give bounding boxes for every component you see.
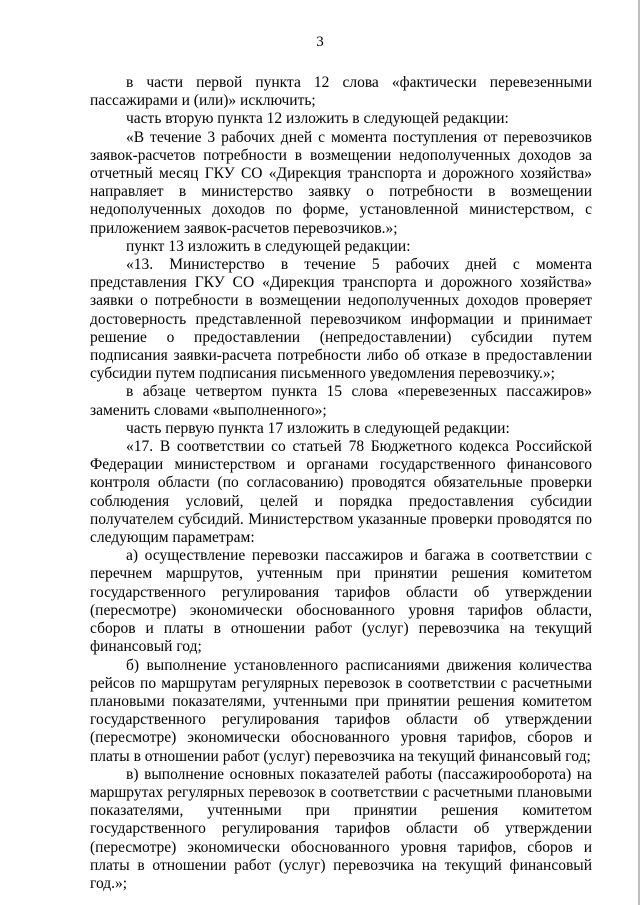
paragraph-11: в) выполнение основных показателей работы (пассажирооборота) на маршрутах регулярных перевозок в соответствии с расчетными плановыми показателями, учтенными при принятии решения комитетом государственного регулирования тарифов области об утверждении (пересмотре) экономически обоснованного уровня тарифов, сборов и платы в отношении работ (услуг) перевозчика на текущий финансовый год.»; xyxy=(90,765,592,892)
paragraph-10: б) выполнение установленного расписаниями движения количества рейсов по маршрутам регулярных перевозок в соответствии с расчетными плановыми показателями, учтенными при принятии решения комитетом государственного регулирования тарифов области об утверждении (пересмотре) экономически обоснованного уровня тарифов, сборов и платы в отношении работ (услуг) перевозчика на текущий финансовый год; xyxy=(90,656,592,765)
page-number: 3 xyxy=(316,34,324,50)
paragraph-7: часть первую пункта 17 изложить в следующей редакции: xyxy=(126,419,510,437)
paragraph-9: а) осуществление перевозки пассажиров и багажа в соответствии с перечнем маршрутов, учтенным при принятии решения комитетом государственного регулирования тарифов области об утверждении (пересмотре) экономически обоснованного уровня тарифов области, сборов и платы в отношении работ (услуг) перевозчика на текущий финансовый год; xyxy=(90,547,592,656)
paragraph-8: «17. В соответствии со статьей 78 Бюджетного кодекса Российской Федерации министерством и органами государственного финансового контроля области (по согласованию) проводятся обязательные проверки соблюдения условий, целей и порядка предоставления субсидии получателем субсидий. Министерством указанные проверки проводятся по следующим параметрам: xyxy=(90,438,592,547)
paragraph-4: пункт 13 изложить в следующей редакции: xyxy=(126,237,411,255)
paragraph-3: «В течение 3 рабочих дней с момента поступления от перевозчиков заявок-расчетов потребности в возмещении недополученных доходов за отчетный месяц ГКУ СО «Дирекция транспорта и дорожного хозяйства» направляет в министерство заявку о потребности в возмещении недополученных доходов по форме, установленной министерством, с приложением заявок-расчетов перевозчиков.»; xyxy=(90,128,592,237)
paragraph-5: «13. Министерство в течение 5 рабочих дней с момента представления ГКУ СО «Дирекция транспорта и дорожного хозяйства» заявки о потребности в возмещении недополученных доходов проверяет достоверность представленной перевозчиком информации и принимает решение о предоставлении (непредоставлении) субсидии путем подписания заявки-расчета потребности либо об отказе в предоставлении субсидии путем подписания письменного уведомления перевозчику.»; xyxy=(90,256,592,383)
paragraph-2: часть вторую пункта 12 изложить в следующей редакции: xyxy=(126,110,509,128)
paragraph-6: в абзаце четвертом пункта 15 слова «перевезенных пассажиров» заменить словами «выполненного»; xyxy=(90,383,592,419)
paragraph-1: в части первой пункта 12 слова «фактически перевезенными пассажирами и (или)» исключить; xyxy=(90,74,592,110)
document-body xyxy=(90,74,592,893)
